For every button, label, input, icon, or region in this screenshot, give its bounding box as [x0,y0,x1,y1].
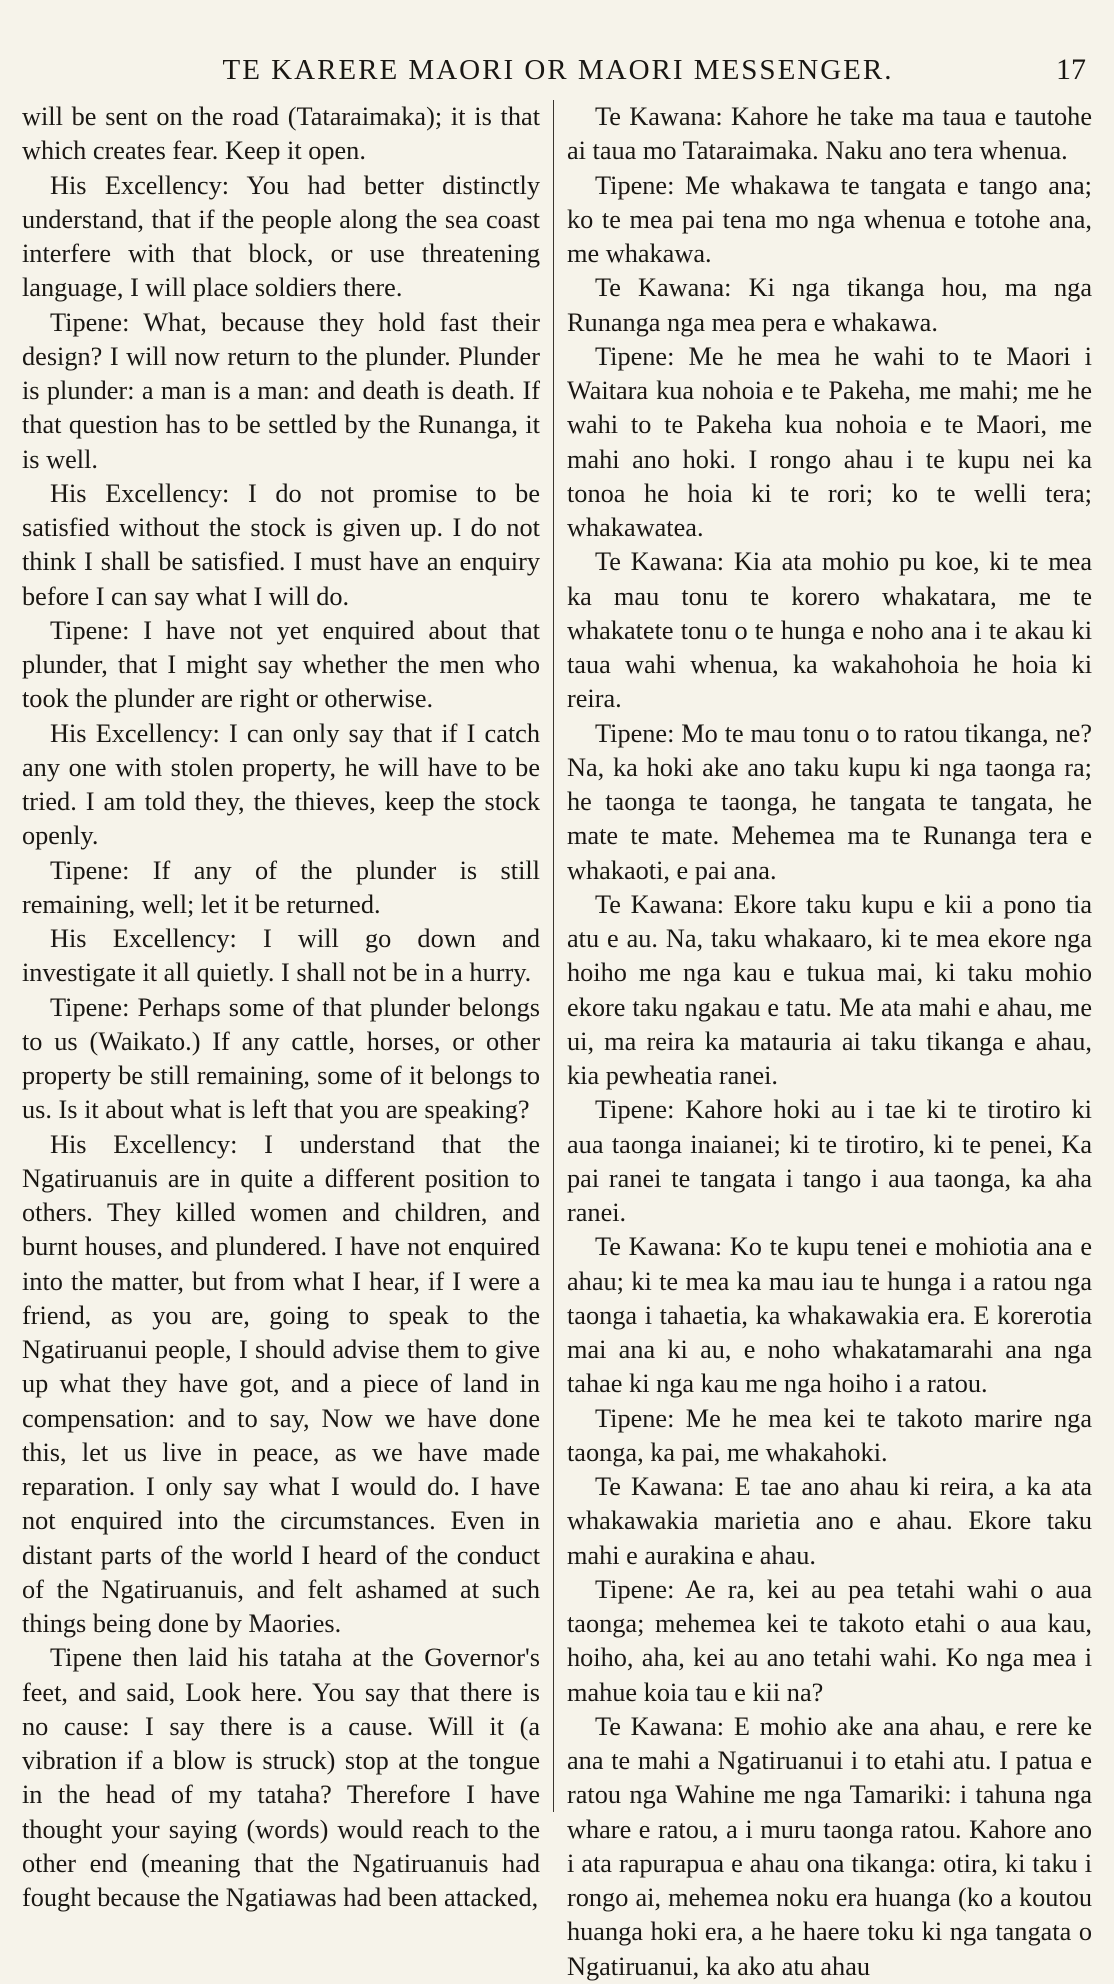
paragraph: Te Kawana: Kahore he take ma taua e tautohe ai taua mo Tataraimaka. Naku ano tera whenua. [567,102,1092,166]
paragraph: His Excellency: I do not promise to be satisfied without the stock is given up. I do not think I shall be satisfied. I must have an enquiry before I can say what I will do. [22,478,540,611]
paragraph: Te Kawana: Kia ata mohio pu koe, ki te mea ka mau tonu te korero whakatara, me te whakatete tonu o te hunga e noho ana i te akau ki taua wahi whenua, ka wakahohoia he hoia ki reira. [567,547,1092,714]
paragraph: Tipene: Kahore hoki au i tae ki te tirotiro ki aua taonga inaianei; ki te tirotiro, ki te penei, Ka pai ranei te tangata i tango i aua taonga, ka aha ranei. [567,1095,1092,1227]
paragraph: Te Kawana: E mohio ake ana ahau, e rere ke ana te mahi a Ngatiruanui i to etahi atu. I patua e ratou nga Wahine me nga Tamariki: i tahuna nga whare e ratou, a i muru taonga ratou. Kahore ano i ata rapurapua e ahau ona tikanga: otira, ki taku i rongo ai, mehemea noku era huanga (ko a koutou huanga hoki era, a he haere toku ki nga tangata o Ngatiruanui, ka ako atu ahau [567,1711,1092,1981]
paragraph: His Excellency: You had better distinctly understand, that if the people along the sea coast interfere with that block, or use threatening language, I will place soldiers there. [22,170,540,303]
paragraph: Te Kawana: Ekore taku kupu e kii a pono tia atu e au. Na, taku whakaaro, ki te mea ekore nga hoiho me nga kau e tukua mai, ki taku mohio ekore taku ngakau e tatu. Me ata mahi e ahau, me ui, ma reira ka matauria ai taku tikanga e ahau, kia pewheatia ranei. [567,889,1092,1090]
paragraph: Te Kawana: E tae ano ahau ki reira, a ka ata whakawakia marietia ano e ahau. Ekore taku mahi e aurakina e ahau. [567,1472,1092,1570]
paragraph: Tipene then laid his tataha at the Governor's feet, and said, Look here. You say that there is no cause: I say there is a cause. Will it (a vibration if a blow is struck) stop at the tongue in the head of my tataha? Therefore I have thought your saying (words) would reach to the other end (meaning that the Ngatiruanuis had fought because the Ngatiawas had been attacked, [22,1643,540,1912]
paragraph: Tipene: If any of the plunder is still remaining, well; let it be returned. [22,855,540,919]
paragraph: His Excellency: I understand that the Ngatiruanuis are in quite a different position to others. They killed women and children, and burnt houses, and plundered. I have not enquired into the matter, but from what I hear, if I were a friend, as you are, going to speak to the Ngatiruanui people, I should advise them to give up what they have got, and a piece of land in compensation: and to say, Now we have done this, let us live in peace, as we have made reparation. I only say what I would do. I have not enquired into the circumstances. Even in distant parts of the world I heard of the conduct of the Ngatiruanuis, and felt ashamed at such things being done by Maories. [22,1129,540,1638]
paragraph: Tipene: Me he mea kei te takoto marire nga taonga, ka pai, me whakahoki. [567,1403,1092,1467]
column-divider [553,100,554,1812]
paragraph: Tipene: Me whakawa te tangata e tango ana; ko te mea pai tena mo nga whenua e totohe ana, me whakawa. [567,170,1092,268]
paragraph: will be sent on the road (Tataraimaka); it is that which creates fear. Keep it open. [22,102,540,166]
page-header [30,50,1086,90]
paragraph: Te Kawana: Ko te kupu tenei e mohiotia ana e ahau; ki te mea ka mau iau te hunga i a ratou nga taonga i tahaetia, ka whakawakia era. E korerotia mai ana ki au, e noho whakatamarahi ana nga tahae ki nga kau me nga hoiho i a ratou. [567,1232,1092,1399]
paragraph: Tipene: I have not yet enquired about that plunder, that I might say whether the men who took the plunder are right or otherwise. [22,615,540,714]
paragraph: Tipene: Ae ra, kei au pea tetahi wahi o aua taonga; mehemea kei te takoto etahi o aua kau, hoiho, aha, kei au ano tetahi wahi. Ko nga mea i mahue koia tau e kii na? [567,1574,1092,1707]
maori-column [567,100,1092,1981]
page-number: 17 [1056,53,1086,86]
paragraph: Tipene: Me he mea he wahi to te Maori i Waitara kua nohoia e te Pakeha, me mahi; me he wahi to te Pakeha kua nohoia e te Maori, me mahi ano hoki. I rongo ahau i te kupu nei ka tonoa he hoia ki te rori; ko te welli tera; whakawatea. [567,341,1092,542]
paragraph: His Excellency: I can only say that if I catch any one with stolen property, he will have to be tried. I am told they, the thieves, keep the stock openly. [22,718,540,851]
paragraph: Tipene: Mo te mau tonu o to ratou tikanga, ne? Na, ka hoki ake ano taku kupu ki nga taonga ra; he taonga te taonga, he tangata te tangata, he mate te mate. Mehemea ma te Runanga tera e whakaoti, e pai ana. [567,718,1092,885]
text-columns [22,100,1092,1981]
newspaper-title: TE KARERE MAORI OR MAORI MESSENGER. [222,54,894,86]
paragraph: Tipene: Perhaps some of that plunder belongs to us (Waikato.) If any cattle, horses, or other property be still remaining, some of it belongs to us. Is it about what is left that you are speaking? [22,992,540,1125]
paragraph: Tipene: What, because they hold fast their design? I will now return to the plunder. Plunder is plunder: a man is a man: and death is death. If that question has to be settled by the Runanga, it is well. [22,307,540,474]
paragraph: Te Kawana: Ki nga tikanga hou, ma nga Runanga nga mea pera e whakawa. [567,273,1092,337]
english-column [22,100,540,1912]
paragraph: His Excellency: I will go down and investigate it all quietly. I shall not be in a hurry. [22,924,540,988]
